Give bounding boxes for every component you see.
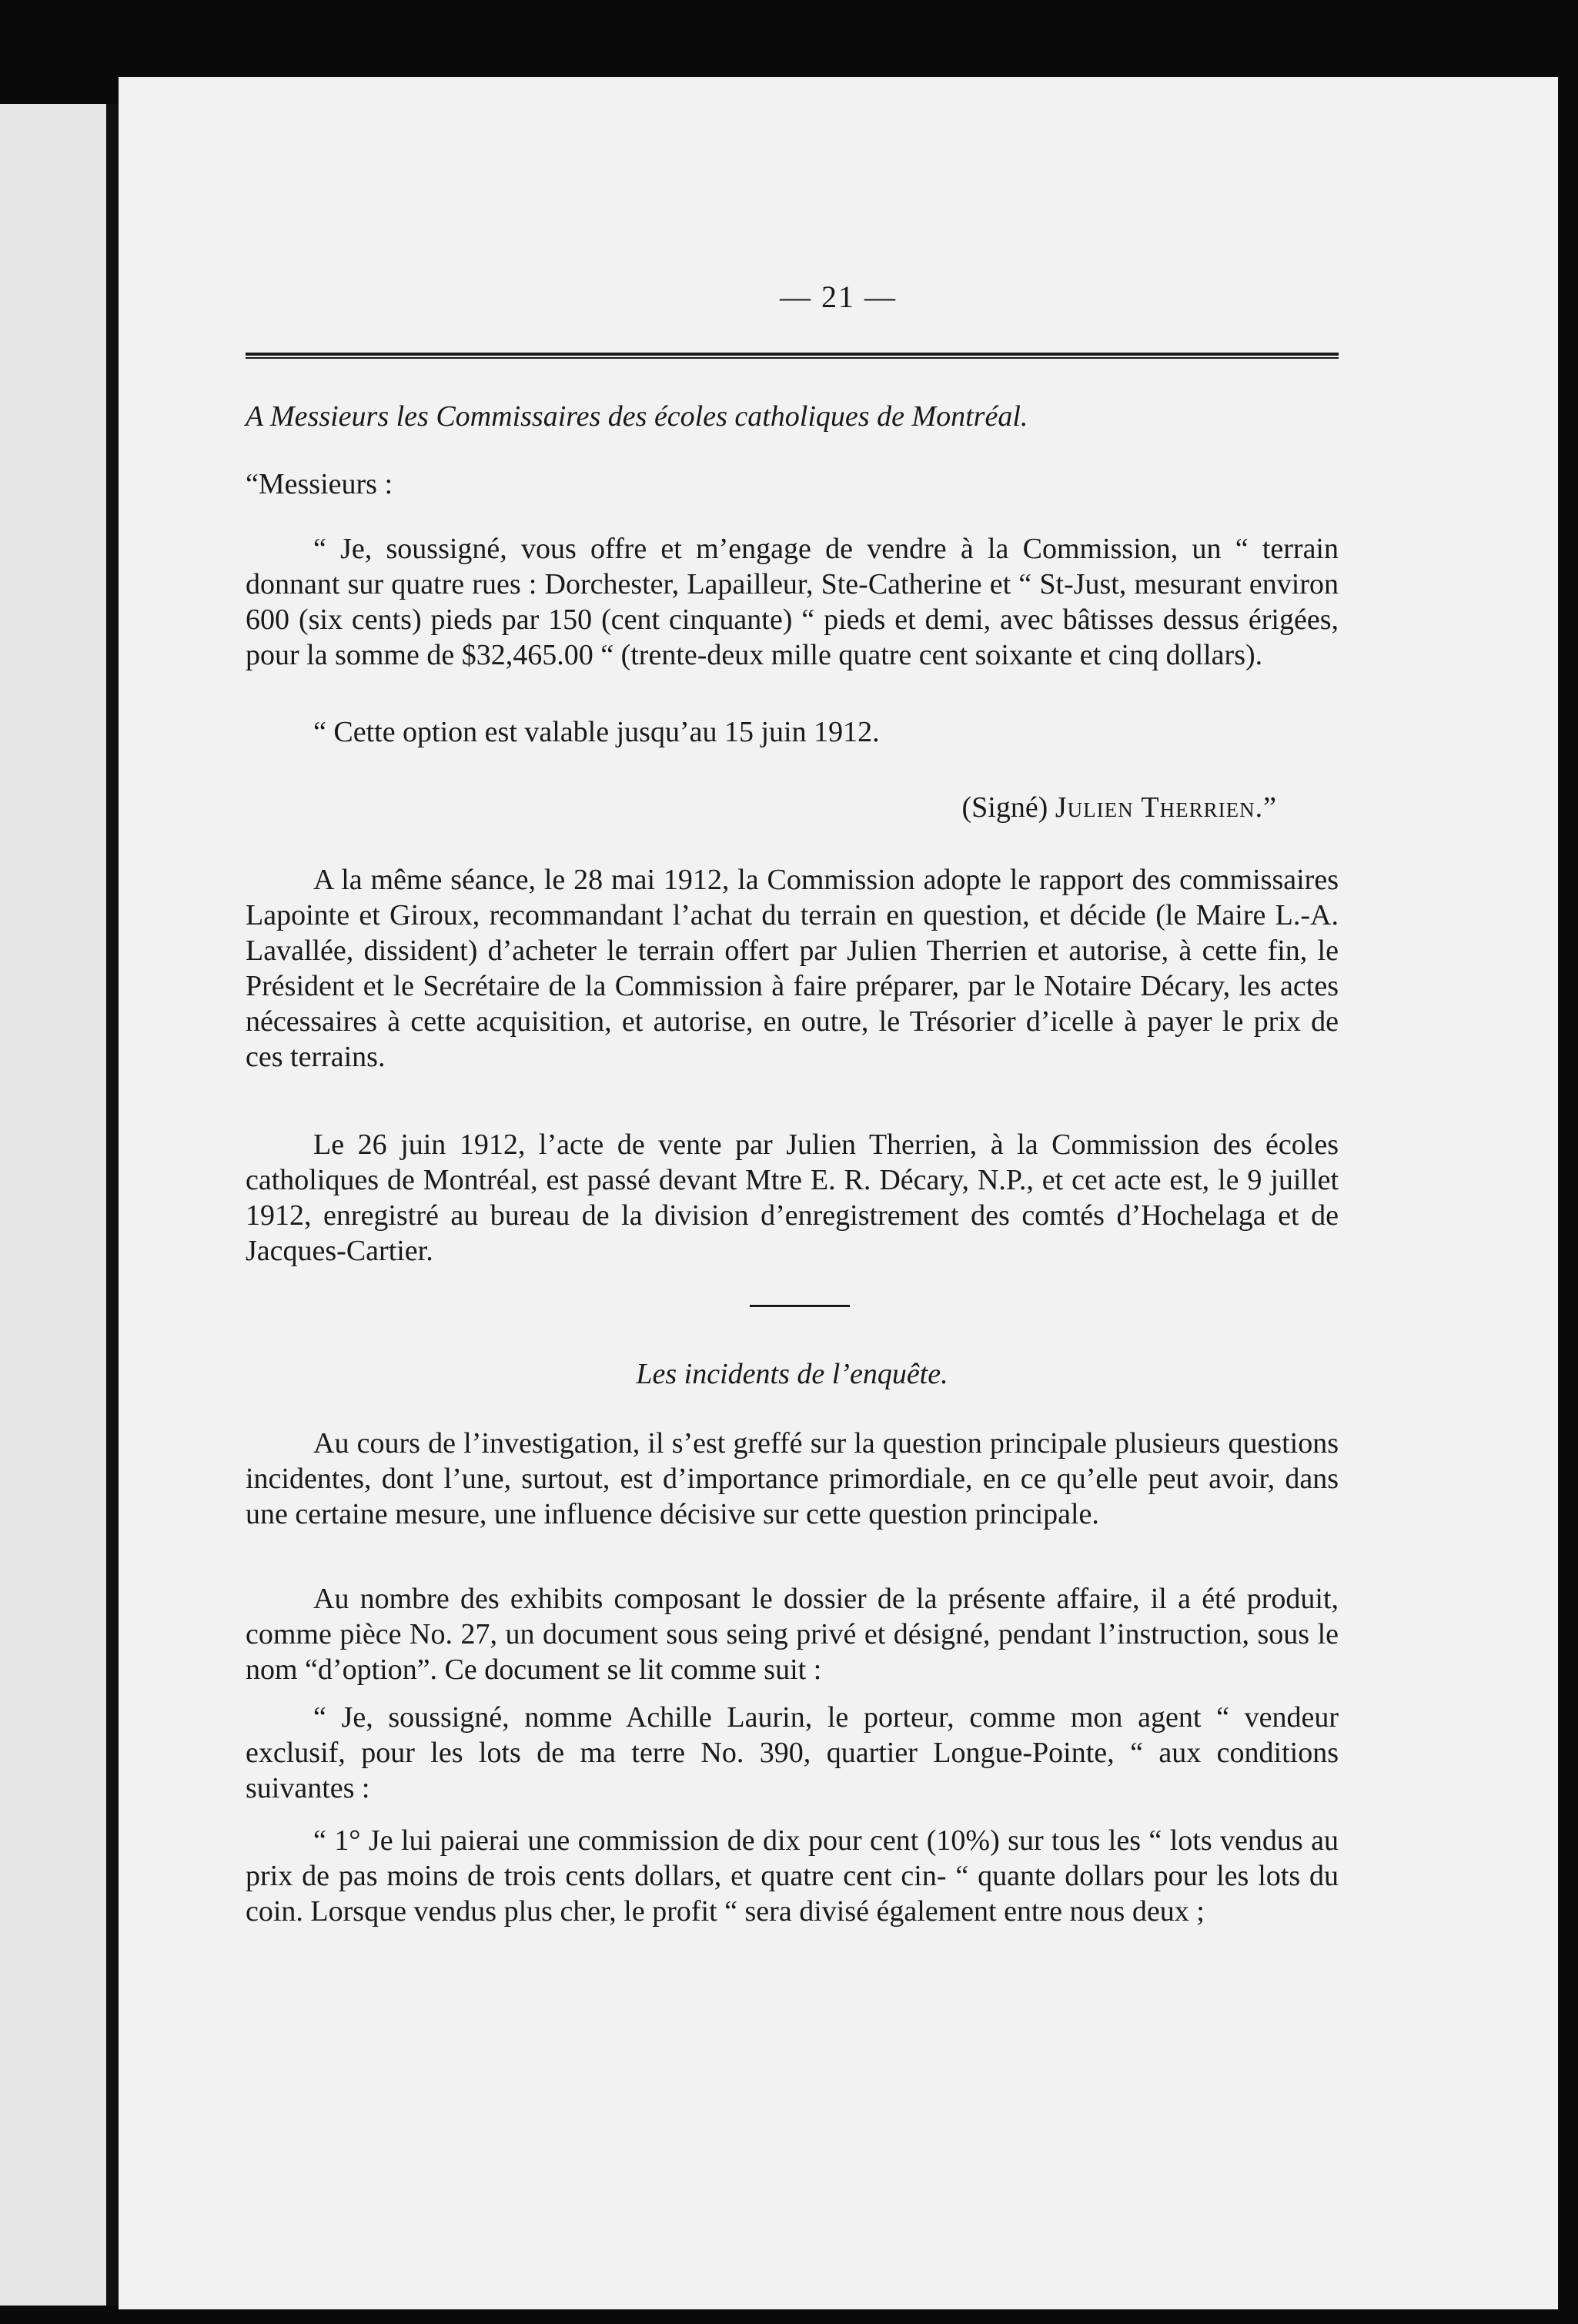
adjacent-page-edge [0, 104, 106, 2306]
header-rule [246, 353, 1339, 359]
signature-line: (Signé) Julien Therrien.” [961, 791, 1277, 824]
acte-paragraph: Le 26 juin 1912, l’acte de vente par Julien Therrien, à la Commission des écoles catholiques de Montréal, est passé devant Mtre E. R. Décary, N.P., et cet acte est, le 9 juillet 1912, enregistré au bureau de la division d’enregistrement des comtés d’Hochelaga et de Jacques-Cartier. [246, 1129, 1339, 1267]
page-number: — 21 — [780, 279, 897, 314]
seance-paragraph: A la même séance, le 28 mai 1912, la Commission adopte le rapport des commissaires Lapointe et Giroux, recommandant l’achat du terrain en question, et décide (le Maire L.-A. Lavallée, dissident) d’acheter le terrain offert par Julien Therrien et autorise, à cette fin, le Président et le Secrétaire de la Commission à faire préparer, par le Notaire Décary, les actes nécessaires à cette acquisition, et autorise, en outre, le Trésorier d’icelle à payer le prix de ces terrains. [246, 864, 1339, 1073]
page-gutter [106, 104, 119, 2306]
agent-quote-paragraph: “ Je, soussigné, nomme Achille Laurin, le porteur, comme mon agent “ vendeur exclusif, pour les lots de ma terre No. 390, quartier Longue-Pointe, “ aux conditions suivantes : [246, 1701, 1339, 1804]
salutation: “Messieurs : [246, 468, 393, 500]
investigation-paragraph: Au cours de l’investigation, il s’est greffé sur la question principale plusieurs questions incidentes, dont l’une, surtout, est d’importance primordiale, en ce qu’elle peut avoir, dans une certaine mesure, une influence décisive sur cette question principale. [246, 1427, 1339, 1530]
condition-1-paragraph: “ 1° Je lui paierai une commission de dix pour cent (10%) sur tous les “ lots vendus au prix de pas moins de trois cents dollars, et quatre cent cin- “ quante dollars pour les lots du coin. Lorsque vendus plus cher, le profit “ sera divisé également entre nous deux ; [246, 1824, 1339, 1928]
exhibits-paragraph: Au nombre des exhibits composant le dossier de la présente affaire, il a été produit, comme pièce No. 27, un document sous seing privé et désigné, pendant l’instruction, sous le nom “d’option”. Ce document se lit comme suit : [246, 1583, 1339, 1686]
letter-heading: A Messieurs les Commissaires des écoles catholiques de Montréal. [246, 400, 1028, 433]
offer-letter-paragraph: “ Je, soussigné, vous offre et m’engage de vendre à la Commission, un “ terrain donnant sur quatre rues : Dorchester, Lapailleur, Ste-Catherine et “ St-Just, mesurant environ 600 (six cents) pieds par 150 (cent cinquante) “ pieds et demi, avec bâtisses dessus érigées, pour la somme de $32,465.00 “ (trente-deux mille quatre cent soixante et cinq dollars). [246, 533, 1339, 671]
section-divider [750, 1305, 850, 1307]
document-page [119, 77, 1558, 2309]
section-title: Les incidents de l’enquête. [636, 1358, 948, 1390]
option-validity-paragraph: “ Cette option est valable jusqu’au 15 juin 1912. [313, 716, 880, 748]
